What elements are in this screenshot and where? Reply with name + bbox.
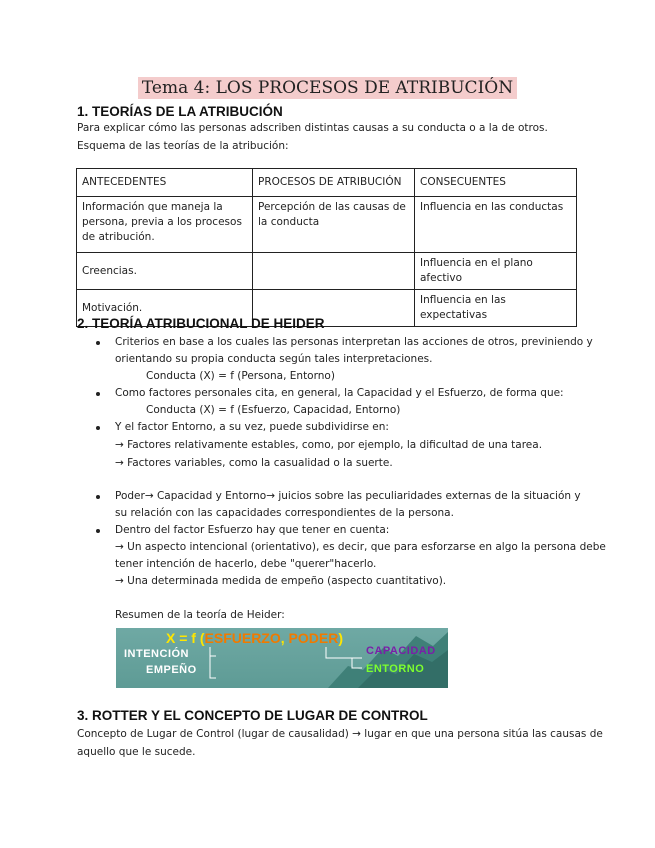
attribution-table xyxy=(76,168,577,327)
table-header-row xyxy=(77,169,577,197)
section-1-paragraph-1: Para explicar cómo las personas adscriben distintas causas a su conducta o a la de otros. xyxy=(77,122,548,134)
formula-comma: , xyxy=(280,630,289,646)
table-cell: Creencias. xyxy=(77,253,253,290)
bullet-4-line-2: su relación con las capacidades correspondientes de la persona. xyxy=(115,507,454,519)
bullet-5-line-4: → Una determinada medida de empeño (aspecto cuantitativo). xyxy=(115,575,447,587)
section-3-paragraph-line-1: Concepto de Lugar de Control (lugar de causalidad) → lugar en que una persona sitúa las causas de xyxy=(77,728,603,740)
table-cell xyxy=(253,253,415,290)
section-1-heading: 1. TEORÍAS DE LA ATRIBUCIÓN xyxy=(77,104,283,119)
heider-summary-banner xyxy=(116,628,448,688)
bullet-4-line-1: Poder→ Capacidad y Entorno→ juicios sobre las peculiaridades externas de la situación y xyxy=(115,490,581,502)
bullet-5-line-1: Dentro del factor Esfuerzo hay que tener en cuenta: xyxy=(115,524,390,536)
page-title: Tema 4: LOS PROCESOS DE ATRIBUCIÓN xyxy=(138,77,517,99)
banner-capacidad: CAPACIDAD xyxy=(366,645,436,657)
table-header-cell: ANTECEDENTES xyxy=(77,169,253,197)
bullet-icon xyxy=(96,495,100,499)
section-1-paragraph-2: Esquema de las teorías de la atribución: xyxy=(77,140,289,152)
section-2-heading: 2. TEORÍA ATRIBUCIONAL DE HEIDER xyxy=(77,316,325,331)
bullet-icon xyxy=(96,529,100,533)
bullet-1-line-2: orientando su propia conducta según tales interpretaciones. xyxy=(115,353,433,365)
table-cell: Influencia en las expectativas xyxy=(415,290,577,327)
bullet-icon xyxy=(96,426,100,430)
bullet-icon xyxy=(96,341,100,345)
table-cell: Percepción de las causas de la conducta xyxy=(253,197,415,253)
table-header-cell: PROCESOS DE ATRIBUCIÓN xyxy=(253,169,415,197)
bullet-3-line-3: → Factores variables, como la casualidad o la suerte. xyxy=(115,457,393,469)
bullet-1-formula: Conducta (X) = f (Persona, Entorno) xyxy=(146,370,335,382)
bullet-3-line-1: Y el factor Entorno, a su vez, puede subdividirse en: xyxy=(115,421,389,433)
formula-x: X = f ( xyxy=(166,630,205,646)
bullet-icon xyxy=(96,392,100,396)
section-3-heading: 3. ROTTER Y EL CONCEPTO DE LUGAR DE CONTROL xyxy=(77,708,428,723)
formula-close: ) xyxy=(338,630,343,646)
table-header-cell: CONSECUENTES xyxy=(415,169,577,197)
bullet-1-line-1: Criterios en base a los cuales las personas interpretan las acciones de otros, previniendo y xyxy=(115,336,593,348)
bullet-5-line-2: → Un aspecto intencional (orientativo), es decir, que para esforzarse en algo la persona debe xyxy=(115,541,606,553)
banner-intencion: INTENCIÓN xyxy=(124,648,189,660)
table-cell: Influencia en el plano afectivo xyxy=(415,253,577,290)
summary-label: Resumen de la teoría de Heider: xyxy=(115,609,285,621)
table-row xyxy=(77,197,577,253)
bullet-3-line-2: → Factores relativamente estables, como, por ejemplo, la dificultad de una tarea. xyxy=(115,439,543,451)
table-cell: Información que maneja la persona, previa a los procesos de atribución. xyxy=(77,197,253,253)
banner-empeno: EMPEÑO xyxy=(146,664,197,676)
title-wrapper xyxy=(0,77,655,99)
section-3-paragraph-line-2: aquello que le sucede. xyxy=(77,746,196,758)
bullet-2-line-1: Como factores personales cita, en general, la Capacidad y el Esfuerzo, de forma que: xyxy=(115,387,564,399)
bullet-2-formula: Conducta (X) = f (Esfuerzo, Capacidad, Entorno) xyxy=(146,404,401,416)
formula-esfuerzo: ESFUERZO xyxy=(204,630,281,646)
table-cell: Influencia en las conductas xyxy=(415,197,577,253)
table-row xyxy=(77,253,577,290)
formula-poder: PODER xyxy=(288,630,339,646)
bullet-5-line-3: tener intención de hacerlo, debe "querer"hacerlo. xyxy=(115,558,377,570)
table-cell: Motivación. xyxy=(77,290,253,327)
banner-entorno: ENTORNO xyxy=(366,663,425,675)
